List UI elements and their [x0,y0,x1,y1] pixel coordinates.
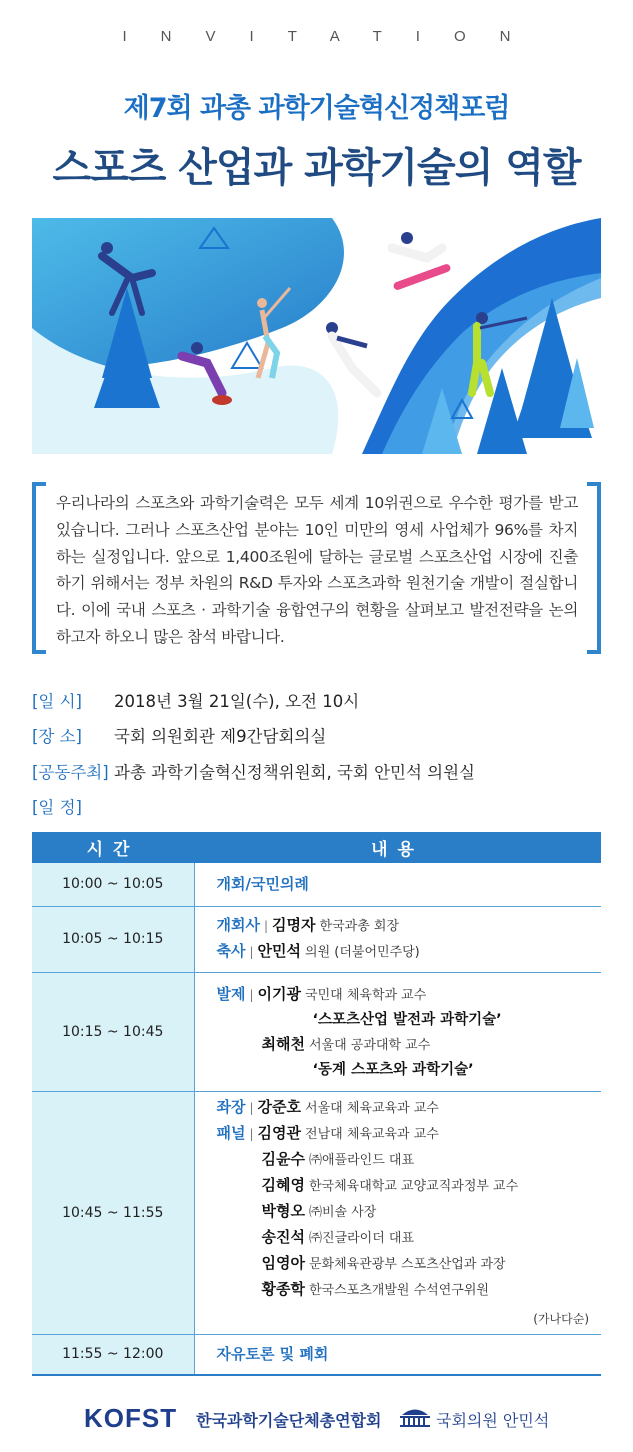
role-label: 좌장 [216,1097,246,1116]
speaker-name: 송진석 [261,1227,305,1246]
role-label: 축사 [216,942,246,960]
content-cell: 좌장 | 강준호 서울대 체육교육과 교수 패널 | 김영관 전남대 체육교육과 교수 김윤수 ㈜애플라인드 대표 김혜영 한국체육대학교 교양교직과정부 교수 박형오 ㈜비솔 사장 송진석 ㈜진글라이더 대표 임영아 문화체육관광부 스포츠산업과 과장 황종학 한국스포츠개발원 수석연구위원 (가나다순) [194,1091,601,1334]
time-cell: 10:00 ~ 10:05 [32,863,194,906]
speaker-name: 안민석 [257,942,302,960]
place-value: 국회 의원회관 제9간담회의실 [114,727,327,746]
content-cell [194,1334,601,1375]
speaker-name: 박형오 [261,1201,305,1220]
opening-text: 개회/국민의례 [216,874,309,893]
host-label: [공동주최] [32,763,109,782]
table-row [32,906,601,972]
time-cell: 11:55 ~ 12:00 [32,1334,194,1375]
role-label: 패널 [216,1123,246,1142]
speaker-name: 최해천 [261,1034,305,1053]
talk-title: ‘스포츠산업 발전과 과학기술’ [312,1011,502,1028]
speaker-affiliation: 서울대 공과대학 교수 [308,1037,431,1053]
place-label: [장 소] [32,727,82,746]
kofst-name: 한국과학기술단체총연합회 [196,1411,382,1430]
speaker-name: 황종학 [261,1279,305,1298]
speaker-name: 김혜영 [261,1175,305,1194]
talk-title: ‘동계 스포츠와 과학기술’ [312,1061,474,1078]
speaker-affiliation: 전남대 체육교육과 교수 [305,1126,439,1142]
winter-sports-illustration [32,218,601,454]
schedule-label: [일 정] [32,798,82,817]
date-label: [일 시] [32,692,82,711]
time-cell: 10:15 ~ 10:45 [32,972,194,1091]
assembly-member-name: 국회의원 안민석 [436,1411,550,1430]
invitation-header: INVITATION [122,28,545,45]
closing-text: 자유토론 및 폐회 [216,1344,329,1363]
time-cell: 10:45 ~ 11:55 [32,1091,194,1334]
speaker-affiliation: 의원 (더불어민주당) [305,945,420,960]
speaker-name: 임영아 [261,1253,305,1272]
speaker-name: 이기광 [257,984,302,1003]
kofst-logo: KOFST [84,1403,178,1433]
footer [0,1398,633,1438]
speaker-name: 김윤수 [261,1149,305,1168]
content-cell: 개회사 | 김명자 한국과총 회장 축사 | 안민석 의원 (더불어민주당) [194,906,601,972]
speaker-name: 김영관 [257,1123,302,1142]
role-label: 발제 [216,984,246,1003]
speaker-affiliation: ㈜애플라인드 대표 [308,1152,415,1168]
speaker-name: 김명자 [272,916,316,934]
info-schedule-row [32,794,601,818]
table-row [32,1091,601,1334]
speaker-affiliation: 한국과총 회장 [319,919,399,934]
speaker-affiliation: 한국스포츠개발원 수석연구위원 [308,1282,489,1298]
content-cell: 발제 | 이기광 국민대 체육학과 교수 ‘스포츠산업 발전과 과학기술’ 최해천 서울대 공과대학 교수 ‘동계 스포츠와 과학기술’ [194,972,601,1091]
info-host-row [32,759,601,783]
speaker-affiliation: 문화체육관광부 스포츠산업과 과장 [308,1256,506,1272]
table-row [32,863,601,906]
speaker-affiliation: 한국체육대학교 교양교직과정부 교수 [308,1178,519,1194]
host-value: 과총 과학기술혁신정책위원회, 국회 안민석 의원실 [114,763,475,782]
speaker-affiliation: 서울대 체육교육과 교수 [305,1100,439,1116]
forum-title: 스포츠 산업과 과학기술의 역할 [52,145,581,191]
speaker-name: 강준호 [257,1097,302,1116]
speaker-affiliation: 국민대 체육학과 교수 [305,987,427,1003]
introduction-box [32,482,601,654]
time-cell: 10:05 ~ 10:15 [32,906,194,972]
schedule-table [32,832,601,1376]
speaker-affiliation: ㈜진글라이더 대표 [308,1230,415,1246]
table-row [32,1334,601,1375]
date-value: 2018년 3월 21일(수), 오전 10시 [114,692,360,711]
role-label: 개회사 [216,916,260,934]
introduction-text: 우리나라의 스포츠와 과학기술력은 모두 세계 10위권으로 우수한 평가를 받고 있습니다. 그러나 스포츠산업 분야는 10인 미만의 영세 사업체가 96%를 차지하는 실정입니다. 앞으로 1,400조원에 달하는 글로벌 스포츠산업 시장에 진출하기 위해서는 정부 차원의 R&D 투자와 스포츠과학 원천기술 개발이 절실합니다. 이에 국내 스포츠 · 과학기술 융합연구의 현황을 살펴보고 발전전략을 논의하고자 하오니 많은 참석 바랍니다. [56,494,578,646]
info-place-row [32,723,601,747]
info-date-row [32,688,601,712]
right-bracket [587,482,601,654]
winter-sports-illustration-svg [32,218,601,454]
time-column-header: 시간 [32,832,194,863]
speaker-affiliation: ㈜비솔 사장 [308,1204,377,1220]
schedule-header-row [32,832,601,863]
content-cell [194,863,601,906]
content-column-header: 내용 [194,832,601,863]
forum-subtitle: 제7회 과총 과학기술혁신정책포럼 [123,93,510,124]
national-assembly-icon [398,1406,432,1432]
ordering-note: (가나다순) [533,1311,589,1326]
left-bracket [32,482,46,654]
table-row [32,972,601,1091]
